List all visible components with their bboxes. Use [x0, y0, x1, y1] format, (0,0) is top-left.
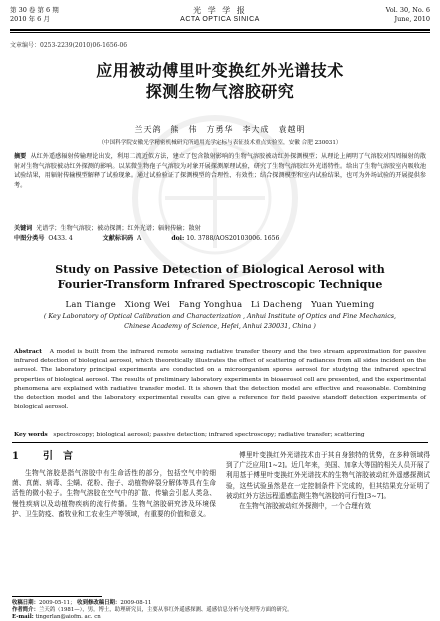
classification-line: [14, 234, 426, 243]
affiliation-en-line2: Chinese Academy of Science, Hefei, Anhui 230031, China ): [124, 322, 316, 330]
date-cn: 2010 年 6 月: [10, 15, 50, 23]
article-title-en: [10, 262, 430, 292]
bio-text: 兰天鸽（1981—），男，博士，助理研究员，主要从事红外遥感探测、遥感信息分析与处理等方面的研究。: [38, 607, 293, 613]
running-header: [10, 6, 430, 28]
journal-title-en: ACTA OPTICA SINICA: [180, 16, 260, 23]
received-value: 2009-05-11；: [38, 600, 76, 606]
email-label: E-mail:: [12, 614, 34, 620]
journal-title-cn: 光 学 学 报: [193, 6, 247, 15]
footnote-author-bio: [12, 607, 428, 614]
keywords-en-label: Key words: [14, 431, 48, 438]
abstract-cn-text: 从红外遥感辐射传输理论出发，利用二流近似方法，建立了包含散射影响的生物气溶胶被动红外探测模型；从理论上阐明了气溶胶对四周辐射的散射对生物气溶胶被动红外探测的影响。以某微生物孢子气溶胶为对象开展探测原理试验，研究了生物气溶胶红外光谱特性。给出了生物气溶胶室内吸收池试验结果，用辐射传输模型解释了试验现象。通过试验验证了探测模型的合理性、有效性；结合探测模型和室内试验结果，也可为外场试验的开展提供参考。: [14, 153, 427, 189]
revised-label: 收到修改稿日期：: [77, 600, 121, 606]
keywords-cn-text: 光谱学；生物气溶胶；被动探测；红外光谱；辐射传输；散射: [36, 225, 201, 232]
footnotes: [12, 600, 428, 621]
body-paragraph-left: 生物气溶胶是指气溶胶中有生命活性的部分，包括空气中的细菌、真菌、病毒、尘螨、花粉、孢子、动植物碎裂分解体等具有生命活性的微小粒子。生物气溶胶在空气中的扩散、传输会引起人类急、慢性疾病以及动植物疾病的流行传播。生物气溶胶研究涉及环境保护、卫生防疫、畜牧业和工农业生产等领域，有重要的价值和意义。: [12, 469, 216, 518]
header-rule-thin: [10, 32, 430, 33]
header-center: [10, 6, 430, 24]
doi-label: doi:: [171, 235, 185, 242]
header-right: [386, 6, 430, 24]
authors-cn: 兰天鸽 熊 伟 方勇华 李大成 袁越明: [134, 125, 306, 134]
title-cn-line1: 应用被动傅里叶变换红外光谱技术: [96, 61, 344, 80]
title-en-line2: Fourier-Transform Infrared Spectroscopic Technique: [57, 278, 383, 291]
abstract-cn-label: 摘要: [14, 153, 27, 160]
watermark-seal-icon: [102, 108, 325, 288]
abstract-divider: [12, 442, 428, 443]
doc-code-item: [103, 235, 156, 242]
section-title: 引 言: [42, 451, 73, 462]
body-column-left: [12, 450, 216, 519]
doi-value: 10. 3788/AOS20103006. 1656: [186, 235, 280, 242]
article-title-cn: [20, 60, 420, 102]
revised-value: 2009-08-11: [120, 600, 152, 606]
keywords-cn-label: 关键词: [14, 225, 33, 232]
body-paragraph-right-2: 在生物气溶胶被动红外探测中，一个合理有效: [239, 502, 371, 511]
affiliation-en: [20, 311, 420, 331]
abstract-en-text: A model is built from the infrared remote sensing radiative transfer theory and the two stream approximation for passive infrared detection of biological aerosol, which theoretically illustrates the effect of scattering of radiances from all sides incident on the aerosol. The laboratory principal experiments are conducted on a microorganism spores aerosol for studying the infrared spectral properties of biological aerosol. The results of preliminary laboratory experiments in bioaerosol cell are presented, and the experimental phenomena are explained with radiative transfer model. It is shown that the detection model are effective and reasonable. Combining the detection model and the laboratory experimental results can give a reference for field passive standoff detection experiments of biological aerosol.: [14, 349, 426, 411]
keywords-en: [14, 430, 426, 440]
keywords-en-text: spectroscopy; biological aerosol; passive detection; infrared spectroscopy; radiative transfer; scattering: [53, 432, 365, 438]
footnote-dates: [12, 600, 428, 607]
title-en-line1: Study on Passive Detection of Biological Aerosol with: [55, 263, 385, 276]
doc-code-value: A: [137, 235, 142, 242]
clc-item: [14, 235, 87, 242]
header-rule-thick: [10, 29, 430, 31]
email-value: tingerlan@aiofm. ac. cn: [35, 614, 101, 620]
clc-label: 中图分类号: [14, 235, 45, 242]
authors-en: Lan Tiange Xiong Wei Fang Yonghua Li Dacheng Yuan Yueming: [65, 299, 375, 309]
affiliation-cn: （中国科学院安徽光学精密机械研究所通用光学定标与表征技术重点实验室，安徽 合肥 230031）: [98, 140, 342, 146]
abstract-cn: [14, 152, 426, 190]
abstract-en-label: Abstract: [14, 348, 42, 355]
footnote-rule: [12, 596, 102, 597]
doc-code-label: 文献标识码: [102, 235, 134, 242]
keywords-cn: [14, 224, 426, 233]
bio-label: 作者简介：: [12, 607, 39, 613]
body-paragraph-right-1: 傅里叶变换红外光谱技术由于其自身独特的优势，在多种领域得到了广泛应用[1~2]。近几年来，美国、加拿大等国的相关人员开展了利用基于傅里叶变换红外光谱技术的生物气溶胶被动红外遥感探测试验，这些试验虽然是在一定控制条件下完成的，但其结果充分证明了被动红外方法远程遥感监测生物气溶胶的可行性[3~7]。: [226, 451, 430, 500]
clc-value: O433. 4: [48, 235, 73, 242]
section-heading: [12, 450, 216, 464]
affiliation-en-line1: ( Key Laboratory of Optical Calibration and Characterization , Anhui Institute of Optics and Fine Mechanics,: [43, 312, 397, 320]
article-number: 文章编号：0253-2239(2010)06-1656-06: [10, 42, 128, 49]
volume-en: Vol. 30, No. 6: [385, 6, 430, 14]
title-cn-line2: 探测生物气溶胶研究: [145, 82, 295, 101]
section-number: 1: [12, 451, 19, 462]
body-column-right: [226, 450, 430, 511]
volume-cn: 第 30 卷 第 6 期: [10, 6, 59, 14]
received-label: 收稿日期：: [12, 600, 39, 606]
abstract-en: [14, 347, 426, 412]
doi-item: [171, 235, 293, 242]
date-en: June, 2010: [394, 15, 430, 23]
